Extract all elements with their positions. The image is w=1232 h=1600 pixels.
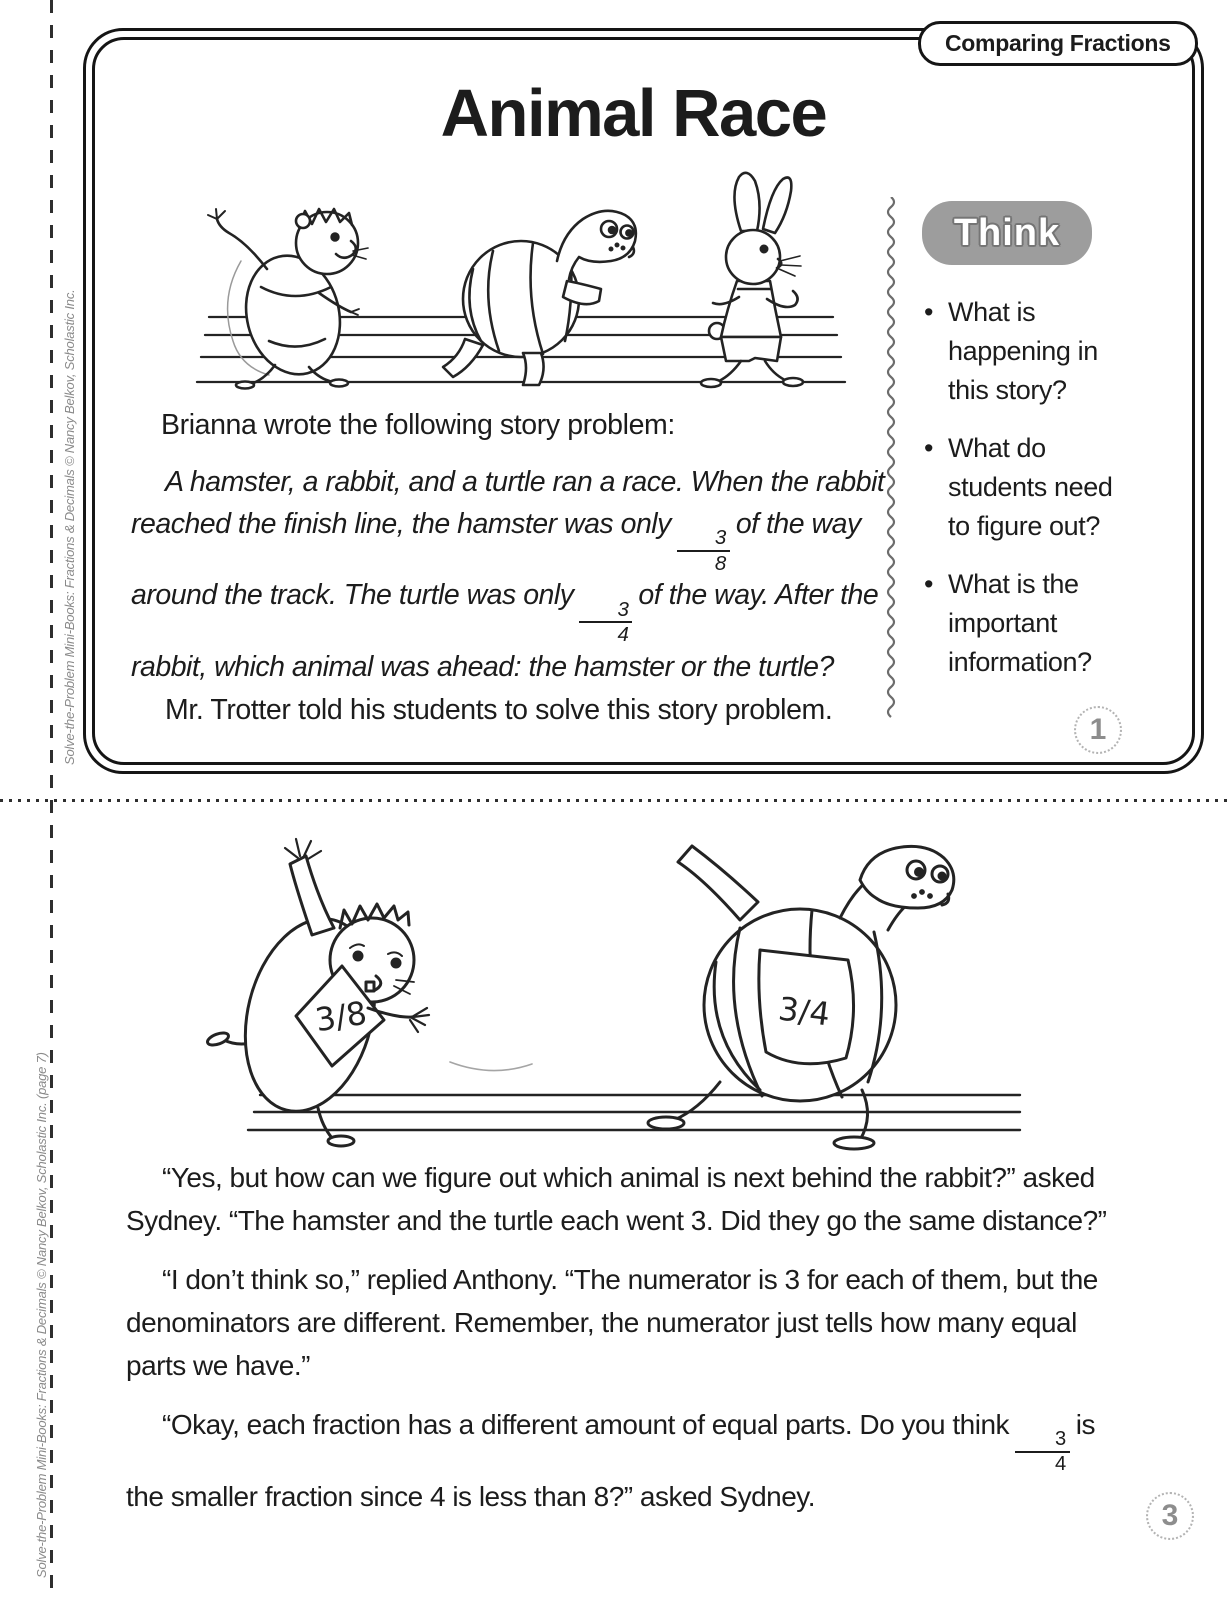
think-bullet-item: • What is happening in this story?: [924, 293, 1122, 410]
hamster-figure: [208, 209, 368, 389]
fraction-three-eighths: $\frac{3}{8}$: [677, 527, 730, 574]
track-lines: [248, 1095, 1020, 1130]
story-part-1: A hamster, a rabbit, and a turtle ran a race. When the rabbit reached the finish line, the hamster was only: [131, 466, 885, 540]
turtle-figure: [443, 211, 636, 385]
outro-text: Mr. Trotter told his students to solve this story problem.: [165, 694, 833, 726]
topic-tab: Comparing Fractions: [918, 21, 1198, 66]
story-problem: [131, 461, 906, 688]
hamster-bib-label: 3/8: [312, 993, 370, 1040]
think-label: Think: [953, 211, 1061, 254]
think-bullet-item: • What do students need to figure out?: [924, 429, 1122, 546]
fraction-three-fourths: $\frac{3}{4}$: [579, 599, 632, 646]
wavy-divider: [884, 197, 898, 725]
story-part-2: of the way around the track. The turtle was only: [131, 508, 861, 612]
copyright-sidebar-top: Solve-the-Problem Mini-Books: Fractions & Decimals © Nancy Belkov, Scholastic Inc.: [62, 289, 77, 765]
horizontal-cut-line: [0, 799, 1232, 802]
story-part-3: of the way. After the rabbit, which animal was ahead: the hamster or the turtle?: [131, 579, 879, 683]
think-bullet-list: [924, 293, 1122, 701]
fraction-three-fourths: $\frac{3}{4}$: [1015, 1429, 1070, 1475]
intro-text: Brianna wrote the following story problem:: [161, 409, 675, 441]
hamster-figure: [206, 839, 532, 1146]
page-number-badge-1: 1: [1074, 706, 1122, 754]
turtle-bib-label: 3/4: [776, 989, 833, 1034]
dialogue-text: [126, 1156, 1126, 1534]
dialogue-paragraph-2: “I don’t think so,” replied Anthony. “The numerator is 3 for each of them, but the denominators are different. Remember, the numerator just tells how many equal parts we have.”: [126, 1264, 1098, 1381]
dialogue-paragraph-3: “Okay, each fraction has a different amount of equal parts. Do you think $\frac{3}{4}$ is the smaller fraction since 4 is less than 8?” asked Sydney.: [126, 1409, 1095, 1513]
think-bullet-item: • What is the important information?: [924, 565, 1122, 682]
turtle-figure: [648, 846, 954, 1149]
copyright-sidebar-bottom: Solve-the-Problem Mini-Books: Fractions & Decimals © Nancy Belkov, Scholastic Inc. (page 7): [34, 1052, 49, 1578]
page-title: Animal Race: [440, 76, 827, 151]
minibook-page-1: [83, 28, 1204, 774]
page-number-badge-3: 3: [1146, 1492, 1194, 1540]
race-illustration: [181, 169, 871, 399]
rabbit-figure: [701, 173, 803, 387]
think-badge: [922, 201, 1092, 265]
dialogue-paragraph-1: “Yes, but how can we figure out which animal is next behind the rabbit?” asked Sydney. “The hamster and the turtle each went 3. Did they go the same distance?”: [126, 1162, 1107, 1236]
page3-illustration: [200, 810, 1025, 1155]
